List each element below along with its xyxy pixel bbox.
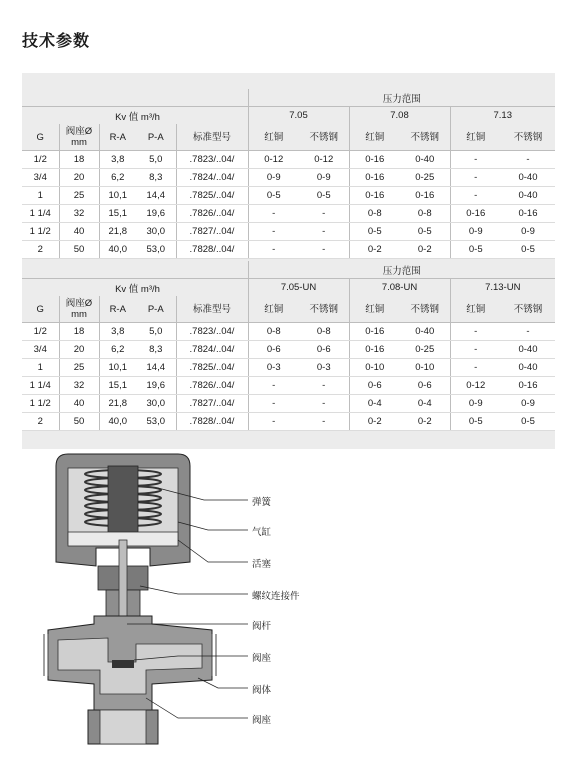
table-cell: 0-6: [349, 377, 400, 395]
table-cell: 0-25: [400, 341, 450, 359]
table-cell: .7823/..04/: [176, 323, 248, 341]
col-brass: 红铜: [248, 296, 299, 323]
table-cell: 0-9: [450, 395, 501, 413]
table-cell: 1: [22, 359, 59, 377]
kv-header: Kv 值 m³/h: [99, 279, 176, 297]
col-steel: 不锈钢: [400, 296, 450, 323]
table-cell: 53,0: [136, 413, 176, 431]
table-cell: 8,3: [136, 341, 176, 359]
table-row: [22, 413, 555, 431]
table-row: [22, 187, 555, 205]
table-cell: 0-2: [349, 413, 400, 431]
col-steel: 不锈钢: [299, 124, 349, 151]
table-row: [22, 323, 555, 341]
col-steel: 不锈钢: [299, 296, 349, 323]
table-cell: 15,1: [99, 205, 136, 223]
table-cell: 0-16: [349, 187, 400, 205]
table-cell: 1 1/2: [22, 395, 59, 413]
table-header-row: [22, 261, 555, 279]
table-cell: 3/4: [22, 341, 59, 359]
table-cell: 0-3: [248, 359, 299, 377]
table-cell: .7825/..04/: [176, 359, 248, 377]
table-cell: 5,0: [136, 151, 176, 169]
table-cell: 0-40: [501, 341, 555, 359]
col-model: 标准型号: [176, 124, 248, 151]
bottom-outlet-inner: [100, 710, 146, 744]
table-row: [22, 151, 555, 169]
table-cell: 0-8: [248, 323, 299, 341]
table-cell: 0-9: [501, 395, 555, 413]
col-g: G: [22, 124, 59, 151]
table-cell: 0-40: [400, 151, 450, 169]
table-cell: 0-16: [349, 169, 400, 187]
label-valve-seat: 阀座: [252, 653, 272, 664]
col-steel: 不锈钢: [501, 296, 555, 323]
table-cell: 21,8: [99, 395, 136, 413]
table-cell: -: [248, 205, 299, 223]
col-model: 标准型号: [176, 296, 248, 323]
table-cell: .7824/..04/: [176, 169, 248, 187]
table-cell: 0-12: [248, 151, 299, 169]
table-cell: .7828/..04/: [176, 413, 248, 431]
table-group-row: [22, 279, 555, 297]
table-row: [22, 223, 555, 241]
page-title: 技术参数: [22, 33, 91, 50]
col-brass: 红铜: [349, 296, 400, 323]
table-cell: 0-16: [349, 323, 400, 341]
label-piston: 活塞: [252, 559, 272, 570]
table-cell: -: [299, 205, 349, 223]
table-cell: -: [450, 359, 501, 377]
table-cell: 0-16: [349, 341, 400, 359]
col-steel: 不锈钢: [501, 124, 555, 151]
table-cell: 32: [59, 377, 99, 395]
table-cell: 0-3: [299, 359, 349, 377]
table-cell: 19,6: [136, 377, 176, 395]
group-header: 7.05-UN: [248, 279, 349, 297]
table-cell: 6,2: [99, 169, 136, 187]
label-cylinder: 气缸: [252, 527, 272, 538]
table-header-row: [22, 89, 555, 107]
table-cell: 1/2: [22, 151, 59, 169]
table-cell: 0-2: [400, 413, 450, 431]
table-cell: 0-9: [501, 223, 555, 241]
table-cell: 25: [59, 359, 99, 377]
table-cell: 0-10: [349, 359, 400, 377]
col-brass: 红铜: [248, 124, 299, 151]
table-cell: 0-5: [248, 187, 299, 205]
col-ra: R-A: [99, 296, 136, 323]
col-seat-unit: mm: [71, 137, 87, 148]
col-g: G: [22, 296, 59, 323]
table-row: [22, 377, 555, 395]
group-header: 7.08-UN: [349, 279, 450, 297]
label-valve-stem: 阀杆: [252, 621, 272, 632]
label-spring: 弹簧: [252, 497, 272, 508]
label-threaded-connector: 螺纹连接件: [252, 591, 300, 602]
table-group-row: [22, 107, 555, 125]
table1-body: [22, 151, 555, 259]
table-cell: 0-16: [450, 205, 501, 223]
table-cell: 3/4: [22, 169, 59, 187]
col-brass: 红铜: [349, 124, 400, 151]
table-cell: 50: [59, 241, 99, 259]
table-cell: .7828/..04/: [176, 241, 248, 259]
table-cell: -: [248, 223, 299, 241]
col-brass: 红铜: [450, 124, 501, 151]
table-cell: -: [450, 341, 501, 359]
table-cell: 0-6: [248, 341, 299, 359]
table-cell: 0-2: [400, 241, 450, 259]
table-cell: 0-16: [400, 187, 450, 205]
table-cell: .7826/..04/: [176, 205, 248, 223]
table-cell: 15,1: [99, 377, 136, 395]
table-cell: -: [299, 377, 349, 395]
table-cell: .7823/..04/: [176, 151, 248, 169]
table-footer-band: [22, 431, 555, 450]
table-cell: -: [450, 151, 501, 169]
table-cell: 0-25: [400, 169, 450, 187]
table-cell: 1: [22, 187, 59, 205]
table-cell: 1/2: [22, 323, 59, 341]
col-seat-unit: mm: [71, 309, 87, 320]
table-cell: 2: [22, 241, 59, 259]
table-cell: 0-6: [400, 377, 450, 395]
table-cell: 53,0: [136, 241, 176, 259]
table-cell: 25: [59, 187, 99, 205]
spec-table-2: [22, 259, 555, 449]
table-cell: 0-9: [299, 169, 349, 187]
table-cell: 0-8: [349, 205, 400, 223]
group-header: 7.13: [450, 107, 555, 125]
table-cell: 20: [59, 341, 99, 359]
table-cell: -: [450, 323, 501, 341]
table-cell: -: [299, 241, 349, 259]
table-column-header-row: [22, 124, 555, 151]
table-cell: 0-5: [299, 187, 349, 205]
table-cell: -: [248, 413, 299, 431]
table-cell: 0-8: [400, 205, 450, 223]
col-seat: [59, 296, 99, 323]
table-row: [22, 395, 555, 413]
table-cell: .7827/..04/: [176, 395, 248, 413]
table-cell: -: [248, 395, 299, 413]
table-cell: 0-12: [299, 151, 349, 169]
table-cell: 8,3: [136, 169, 176, 187]
col-pa: P-A: [136, 124, 176, 151]
valve-cross-section-diagram: [28, 448, 248, 748]
col-seat-label: 阀座Ø: [65, 298, 93, 309]
table-cell: .7827/..04/: [176, 223, 248, 241]
table-cell: 6,2: [99, 341, 136, 359]
pressure-range-header: 压力范围: [248, 261, 555, 279]
table-cell: -: [501, 151, 555, 169]
table-cell: 3,8: [99, 323, 136, 341]
table-cell: 40: [59, 223, 99, 241]
table-cell: -: [299, 413, 349, 431]
table-cell: 0-4: [400, 395, 450, 413]
table-cell: 0-12: [450, 377, 501, 395]
table-cell: 0-16: [501, 377, 555, 395]
table2-body: [22, 323, 555, 431]
table-cell: 10,1: [99, 359, 136, 377]
col-seat: [59, 124, 99, 151]
table-cell: 14,4: [136, 359, 176, 377]
table-cell: -: [299, 395, 349, 413]
col-seat-label: 阀座Ø: [65, 126, 93, 137]
table-cell: 5,0: [136, 323, 176, 341]
col-pa: P-A: [136, 296, 176, 323]
table-cell: 0-40: [400, 323, 450, 341]
table-cell: 20: [59, 169, 99, 187]
table-cell: 0-40: [501, 359, 555, 377]
table-cell: 0-5: [349, 223, 400, 241]
table-cell: 0-5: [501, 413, 555, 431]
table-row: [22, 241, 555, 259]
group-header: 7.08: [349, 107, 450, 125]
table-cell: 0-5: [450, 413, 501, 431]
table-cell: 0-2: [349, 241, 400, 259]
table-cell: 30,0: [136, 223, 176, 241]
table-cell: 32: [59, 205, 99, 223]
table-cell: -: [299, 223, 349, 241]
table-row: [22, 359, 555, 377]
valve-seat: [112, 660, 134, 668]
col-brass: 红铜: [450, 296, 501, 323]
table-cell: 0-5: [400, 223, 450, 241]
pressure-range-header: 压力范围: [248, 89, 555, 107]
table-column-header-row: [22, 296, 555, 323]
table-row: [22, 341, 555, 359]
table-cell: 0-40: [501, 187, 555, 205]
table-cell: 2: [22, 413, 59, 431]
table-cell: 18: [59, 151, 99, 169]
table-cell: 10,1: [99, 187, 136, 205]
table-cell: 30,0: [136, 395, 176, 413]
table-header-band: [22, 73, 555, 89]
table-row: [22, 169, 555, 187]
table-cell: 0-8: [299, 323, 349, 341]
group-header: 7.13-UN: [450, 279, 555, 297]
col-ra: R-A: [99, 124, 136, 151]
table-cell: -: [450, 187, 501, 205]
table-cell: 0-5: [501, 241, 555, 259]
col-steel: 不锈钢: [400, 124, 450, 151]
table-cell: -: [248, 241, 299, 259]
table-cell: .7824/..04/: [176, 341, 248, 359]
table-cell: 0-6: [299, 341, 349, 359]
table-cell: .7825/..04/: [176, 187, 248, 205]
table-cell: -: [248, 377, 299, 395]
table-cell: 0-5: [450, 241, 501, 259]
table-cell: 18: [59, 323, 99, 341]
table-cell: -: [501, 323, 555, 341]
table-cell: 0-10: [400, 359, 450, 377]
table-cell: 40,0: [99, 241, 136, 259]
group-header: 7.05: [248, 107, 349, 125]
table-cell: 40: [59, 395, 99, 413]
label-valve-seat-lower: 阀座: [252, 715, 272, 726]
spring-core: [108, 466, 138, 532]
label-valve-body: 阀体: [252, 685, 272, 696]
table-cell: -: [450, 169, 501, 187]
table-cell: 1 1/4: [22, 205, 59, 223]
spec-table-1: [22, 73, 555, 277]
table-cell: 14,4: [136, 187, 176, 205]
table-row: [22, 205, 555, 223]
kv-header: Kv 值 m³/h: [99, 107, 176, 125]
table-cell: .7826/..04/: [176, 377, 248, 395]
table-cell: 0-16: [501, 205, 555, 223]
table-cell: 50: [59, 413, 99, 431]
table-cell: 0-4: [349, 395, 400, 413]
table-cell: 40,0: [99, 413, 136, 431]
table-cell: 21,8: [99, 223, 136, 241]
table-cell: 1 1/4: [22, 377, 59, 395]
table-cell: 0-16: [349, 151, 400, 169]
table-cell: 0-40: [501, 169, 555, 187]
table-cell: 0-9: [450, 223, 501, 241]
table-cell: 3,8: [99, 151, 136, 169]
table-cell: 0-9: [248, 169, 299, 187]
table-cell: 19,6: [136, 205, 176, 223]
table-cell: 1 1/2: [22, 223, 59, 241]
